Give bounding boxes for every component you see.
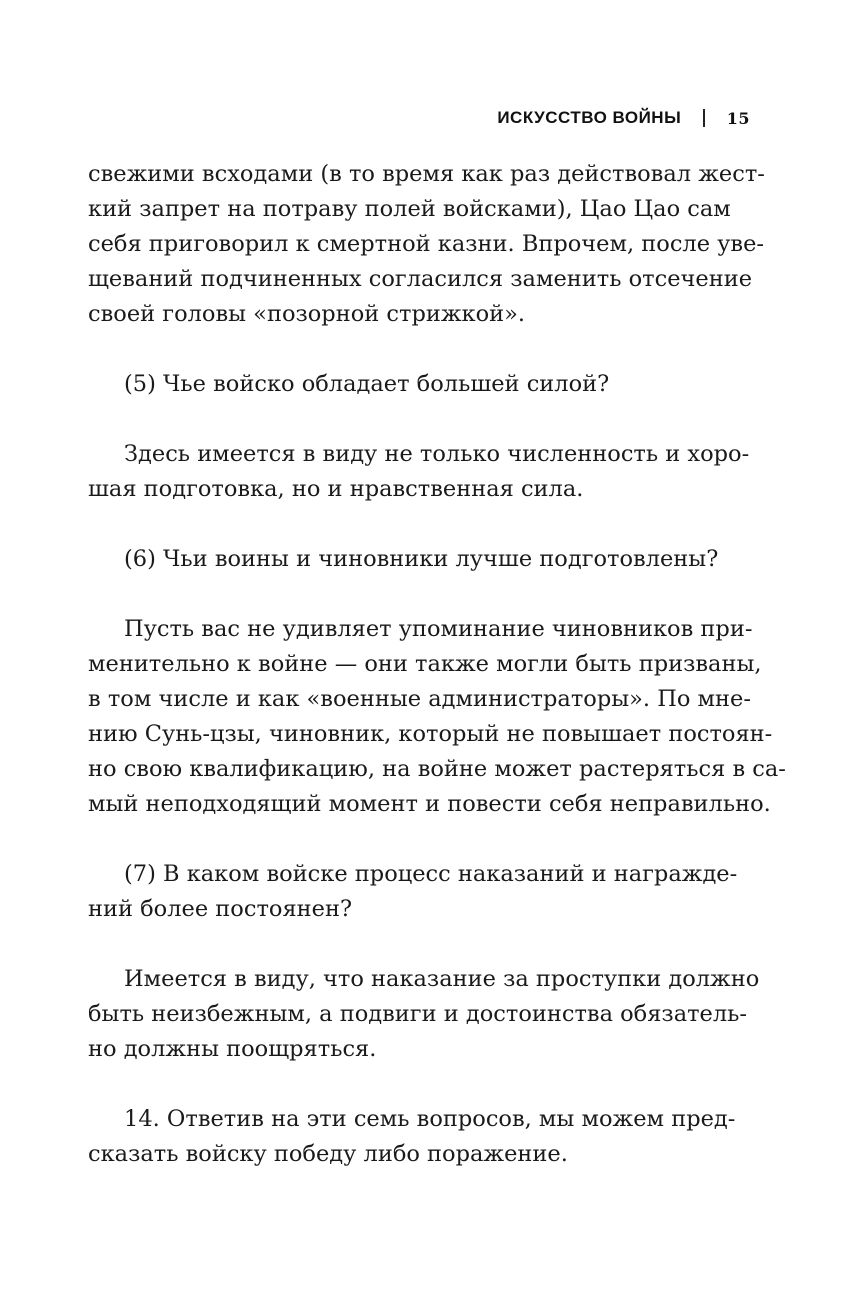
- text-line: в том числе и как «военные администраторы». По мне-: [88, 686, 751, 712]
- running-head-separator: [703, 109, 705, 127]
- paragraph: [88, 857, 738, 927]
- text-line: менительно к войне — они также могли быть призваны,: [88, 651, 762, 677]
- text-line: кий запрет на потраву полей войсками), Цао Цао сам: [88, 196, 731, 222]
- text-line: свежими всходами (в то время как раз действовал жест-: [88, 161, 765, 187]
- text-line: но свою квалификацию, на войне может растеряться в са-: [88, 756, 786, 782]
- text-line: быть неизбежным, а подвиги и достоинства обязатель-: [88, 1001, 748, 1027]
- text-line: нию Сунь-цзы, чиновник, который не повышает постоян-: [88, 721, 773, 747]
- text-line: ний более постоянен?: [88, 896, 353, 922]
- text-line: Здесь имеется в виду не только численность и хоро-: [124, 441, 750, 467]
- text-line: щеваний подчиненных согласился заменить отсечение: [88, 266, 753, 292]
- paragraph: [88, 962, 760, 1067]
- page-number: 15: [726, 108, 750, 128]
- running-head: [497, 108, 750, 128]
- paragraph: [88, 157, 765, 332]
- text-line: (7) В каком войске процесс наказаний и награжде-: [124, 861, 738, 887]
- text-line: (5) Чье войско обладает большей силой?: [124, 371, 610, 397]
- text-line: своей головы «позорной стрижкой».: [88, 301, 526, 327]
- text-line: сказать войску победу либо поражение.: [88, 1141, 568, 1167]
- text-line: себя приговорил к смертной казни. Впрочем, после уве-: [88, 231, 765, 257]
- running-head-title: ИСКУССТВО ВОЙНЫ: [497, 108, 682, 127]
- text-line: (6) Чьи воины и чиновники лучше подготовлены?: [124, 546, 719, 572]
- paragraph: [88, 612, 786, 822]
- paragraph: [88, 542, 719, 577]
- text-line: 14. Ответив на эти семь вопросов, мы можем пред-: [124, 1106, 736, 1132]
- paragraph: [88, 1102, 736, 1172]
- text-line: Пусть вас не удивляет упоминание чиновников при-: [124, 616, 753, 642]
- text-line: шая подготовка, но и нравственная сила.: [88, 476, 584, 502]
- paragraph: [88, 437, 750, 507]
- text-line: мый неподходящий момент и повести себя неправильно.: [88, 791, 771, 817]
- text-line: Имеется в виду, что наказание за проступки должно: [124, 966, 760, 992]
- body-text: [88, 157, 786, 1172]
- paragraph: [88, 367, 708, 402]
- text-line: но должны поощряться.: [88, 1036, 377, 1062]
